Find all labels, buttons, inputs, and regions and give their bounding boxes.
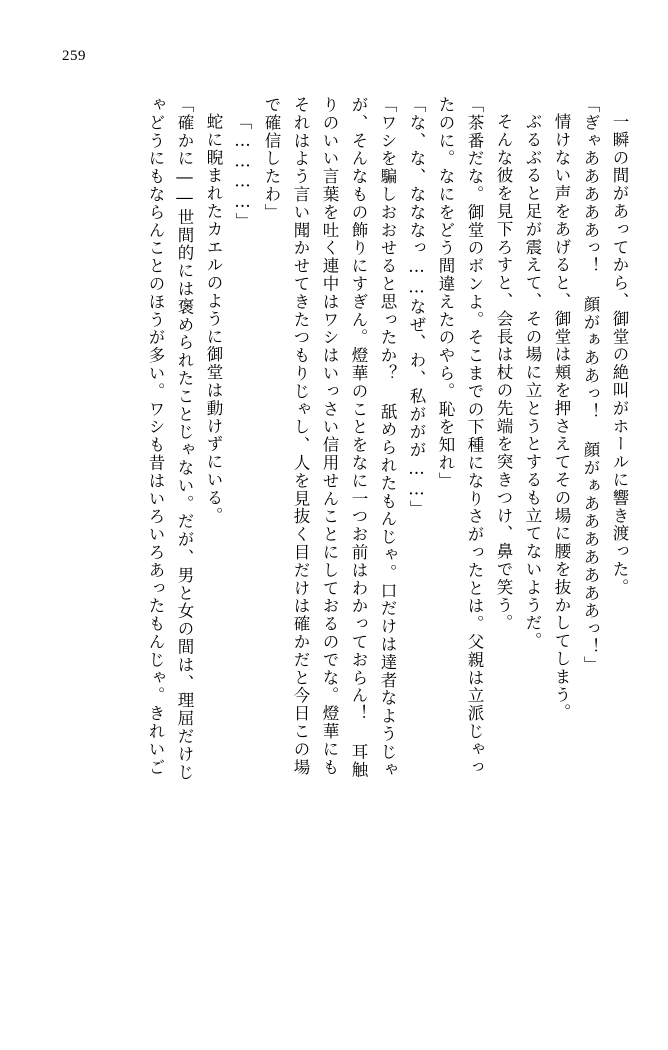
page-number: 259 <box>62 48 86 64</box>
text-line: りのいい言葉を吐く連中はワシはいっさい信用せんことにしておるのでな。燈華にも <box>320 96 339 777</box>
text-line: 「な、な、なななっ……なぜ、わ、私ががが……」 <box>407 96 426 518</box>
text-line: 「ワシを騙しおおせると思ったか？ 舐められたもんじゃ。口だけは達者なようじゃ <box>378 96 397 779</box>
text-line: ぶるぶると足が震えて、その場に立とうとするも立てないようだ。 <box>523 113 542 650</box>
text-line: たのに。なにをどう間違えたのやら。恥を知れ」 <box>436 96 455 490</box>
text-line: 蛇に睨まれたカエルのように御堂は動けずにいる。 <box>204 113 223 525</box>
text-line: が、そんなもの飾りにすぎん。燈華のことをなに一つお前はわかっておらん！ 耳触 <box>349 96 368 779</box>
text-line: それはよう言い聞かせてきたつもりじゃし、人を見抜く目だけは確かだと今日この場 <box>291 96 310 777</box>
text-line: 「ぎゃあああああっ！ 顔がぁああっ！ 顔がぁあああああああっ！」 <box>581 96 600 674</box>
text-line: で確信したわ」 <box>262 96 281 222</box>
text-line: 「茶番だな。御堂のボンよ。そこまでの下種になりさがったとは。父親は立派じゃっ <box>465 96 484 777</box>
text-line: 「確かに――世間的には褒められたことじゃない。だが、男と女の間は、理屈だけじ <box>175 96 194 782</box>
vertical-text-body <box>34 96 634 1026</box>
text-line: そんな彼を見下ろすと、会長は杖の先端を突きつけ、鼻で笑う。 <box>494 113 513 633</box>
text-line: 一瞬の間があってから、御堂の絶叫がホールに響き渡った。 <box>610 113 629 597</box>
text-line: ゃどうにもならんことのほうが多い。ワシも昔はいろいろあったもんじゃ。きれいご <box>146 96 165 777</box>
text-line: 情けない声をあげると、御堂は頬を押さえてその場に腰を抜かしてしまう。 <box>552 113 571 722</box>
text-line: 「…………」 <box>233 113 252 231</box>
